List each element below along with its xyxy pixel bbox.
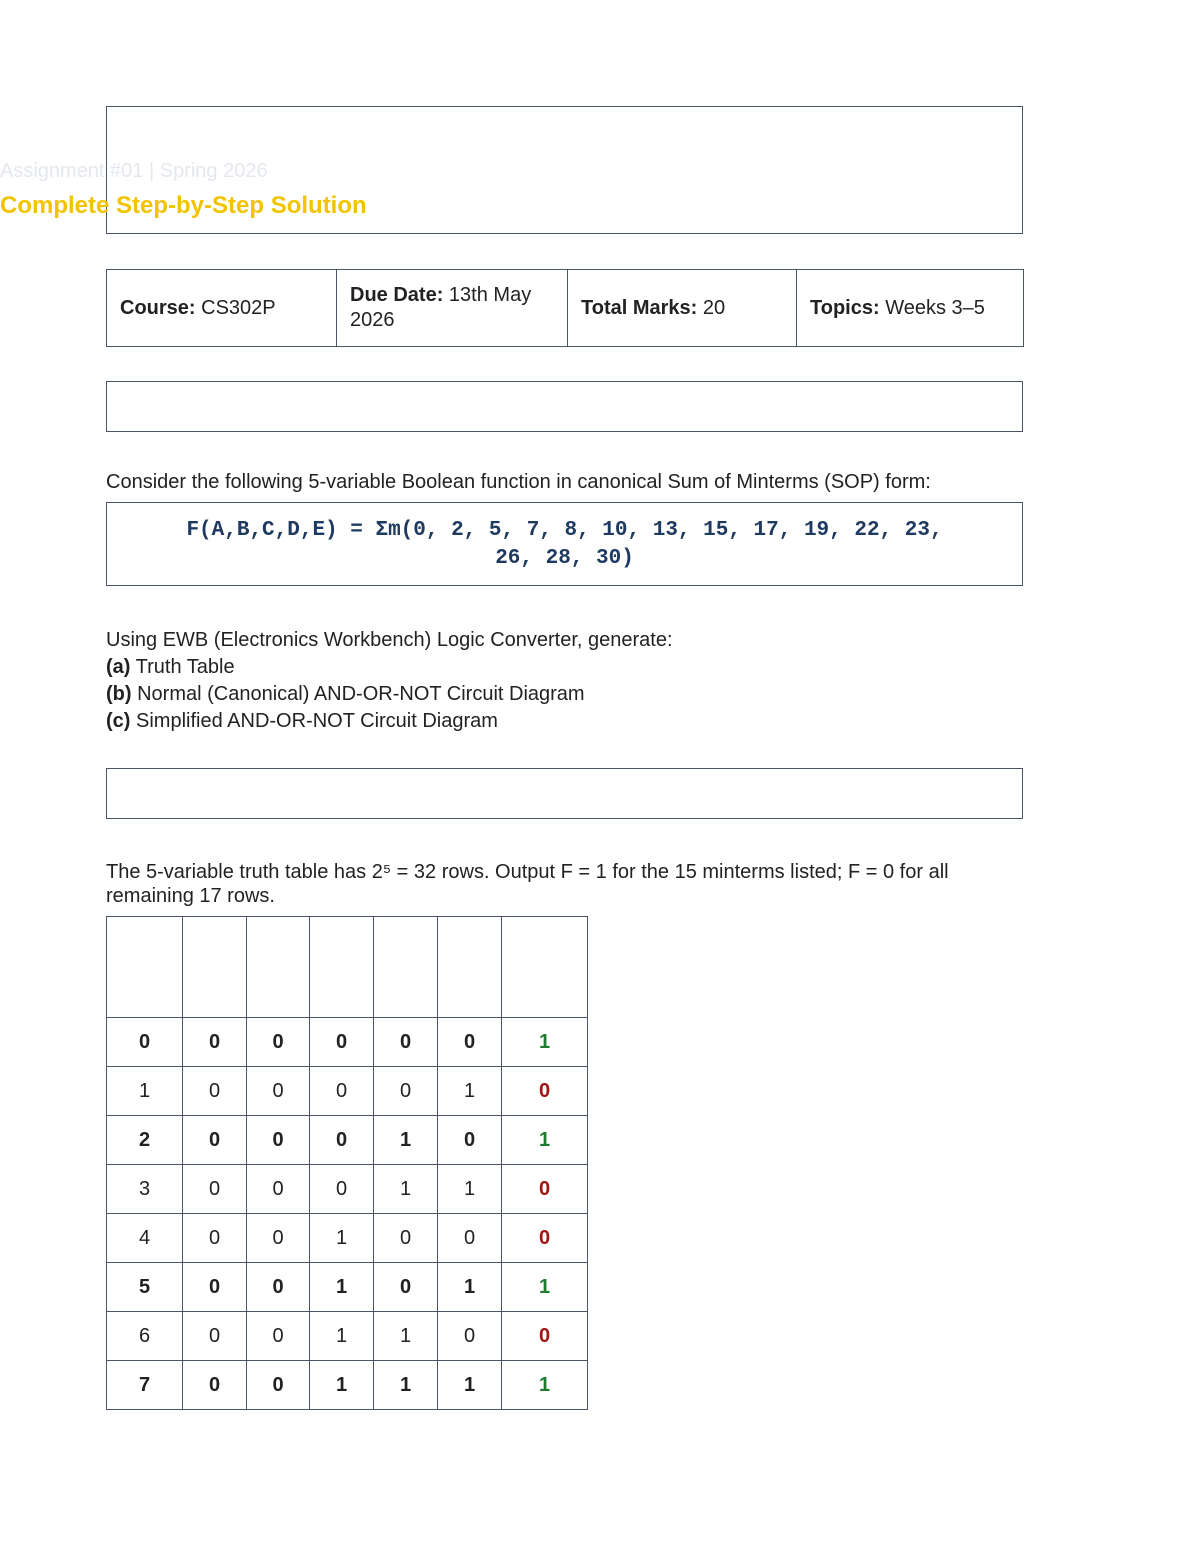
minterm-index-cell: 7: [107, 1361, 183, 1410]
truth-table-intro: The 5-variable truth table has 2⁵ = 32 rows. Output F = 1 for the 15 minterms listed; F = 0 for all remaining 17 rows.: [106, 861, 949, 907]
course-value: CS302P: [201, 296, 276, 319]
input-cell: 0: [183, 1312, 247, 1361]
header-cell: [438, 917, 502, 1018]
task-text: Truth Table: [130, 656, 235, 678]
topics-label: Topics:: [810, 296, 880, 319]
input-cell: 1: [374, 1361, 438, 1410]
assignment-subtitle: Assignment #01 | Spring 2026: [0, 160, 268, 182]
minterm-index-cell: 4: [107, 1214, 183, 1263]
header-cell: [247, 917, 310, 1018]
intro-text: Consider the following 5-variable Boolean function in canonical Sum of Minterms (SOP) form:: [106, 471, 931, 493]
input-cell: 0: [438, 1018, 502, 1067]
section-heading-box: [106, 381, 1023, 432]
input-cell: 0: [310, 1116, 374, 1165]
task-lead: Using EWB (Electronics Workbench) Logic Converter, generate:: [106, 629, 673, 651]
output-cell: 1: [502, 1361, 588, 1410]
output-cell: 0: [502, 1165, 588, 1214]
formula-box: [106, 502, 1023, 586]
solution-title: Complete Step-by-Step Solution: [0, 192, 367, 219]
minterm-index-cell: 1: [107, 1067, 183, 1116]
input-cell: 0: [247, 1214, 310, 1263]
total-marks-cell: [568, 270, 797, 347]
table-row: [107, 1018, 588, 1067]
input-cell: 1: [374, 1165, 438, 1214]
input-cell: 0: [247, 1361, 310, 1410]
output-cell: 0: [502, 1214, 588, 1263]
formula-line-1: F(A,B,C,D,E) = Σm(0, 2, 5, 7, 8, 10, 13, 15, 17, 19, 22, 23,: [186, 519, 943, 542]
input-cell: 0: [183, 1361, 247, 1410]
truth-table-header-row: [107, 917, 588, 1018]
table-row: [107, 1116, 588, 1165]
course-label: Course:: [120, 296, 196, 319]
input-cell: 1: [310, 1361, 374, 1410]
header-cell: [310, 917, 374, 1018]
task-item: [106, 708, 673, 735]
input-cell: 1: [374, 1116, 438, 1165]
table-row: [107, 1361, 588, 1410]
input-cell: 0: [310, 1018, 374, 1067]
minterm-index-cell: 6: [107, 1312, 183, 1361]
input-cell: 0: [183, 1165, 247, 1214]
input-cell: 0: [183, 1018, 247, 1067]
minterm-index-cell: 2: [107, 1116, 183, 1165]
table-row: [107, 1263, 588, 1312]
input-cell: 0: [374, 1214, 438, 1263]
input-cell: 0: [310, 1067, 374, 1116]
input-cell: 1: [438, 1263, 502, 1312]
table-row: [107, 1214, 588, 1263]
input-cell: 0: [247, 1116, 310, 1165]
input-cell: 1: [374, 1312, 438, 1361]
formula-line-2: 26, 28, 30): [495, 547, 634, 570]
input-cell: 0: [247, 1018, 310, 1067]
total-marks-label: Total Marks:: [581, 296, 698, 319]
input-cell: 0: [183, 1116, 247, 1165]
task-tag: (c): [106, 710, 131, 732]
topics-value: Weeks 3–5: [885, 296, 985, 319]
task-text: Normal (Canonical) AND-OR-NOT Circuit Diagram: [131, 683, 585, 705]
truth-table: [106, 916, 588, 1410]
header-cell: [502, 917, 588, 1018]
task-tag: (a): [106, 656, 131, 678]
output-cell: 0: [502, 1067, 588, 1116]
output-cell: 0: [502, 1312, 588, 1361]
due-date-cell: [337, 270, 568, 347]
input-cell: 0: [374, 1067, 438, 1116]
input-cell: 0: [183, 1214, 247, 1263]
table-row: [107, 1067, 588, 1116]
course-info-table: [106, 269, 1024, 347]
table-row: [107, 1165, 588, 1214]
input-cell: 1: [310, 1312, 374, 1361]
input-cell: 0: [183, 1263, 247, 1312]
header-cell: [107, 917, 183, 1018]
input-cell: 0: [247, 1263, 310, 1312]
due-date-label: Due Date:: [350, 284, 444, 306]
input-cell: 0: [438, 1312, 502, 1361]
output-cell: 1: [502, 1263, 588, 1312]
header-cell: [183, 917, 247, 1018]
due-date-value: 13th May 2026: [350, 284, 532, 331]
minterm-index-cell: 3: [107, 1165, 183, 1214]
input-cell: 1: [310, 1214, 374, 1263]
minterm-index-cell: 5: [107, 1263, 183, 1312]
section-heading-box: [106, 768, 1023, 819]
header-cell: [374, 917, 438, 1018]
task-text: Simplified AND-OR-NOT Circuit Diagram: [130, 710, 498, 732]
boolean-function: [107, 517, 1022, 573]
topics-cell: [797, 270, 1024, 347]
input-cell: 1: [438, 1165, 502, 1214]
task-list: [106, 627, 673, 735]
task-tag: (b): [106, 683, 132, 705]
input-cell: 0: [183, 1067, 247, 1116]
total-marks-value: 20: [702, 296, 726, 319]
input-cell: 0: [374, 1018, 438, 1067]
input-cell: 0: [247, 1165, 310, 1214]
task-item: [106, 681, 673, 708]
output-cell: 1: [502, 1116, 588, 1165]
input-cell: 0: [310, 1165, 374, 1214]
input-cell: 0: [438, 1116, 502, 1165]
input-cell: 0: [374, 1263, 438, 1312]
input-cell: 1: [310, 1263, 374, 1312]
input-cell: 1: [438, 1361, 502, 1410]
input-cell: 0: [438, 1214, 502, 1263]
task-item: [106, 654, 673, 681]
input-cell: 0: [247, 1067, 310, 1116]
table-row: [107, 1312, 588, 1361]
course-cell: [107, 270, 337, 347]
input-cell: 0: [247, 1312, 310, 1361]
minterm-index-cell: 0: [107, 1018, 183, 1067]
output-cell: 1: [502, 1018, 588, 1067]
input-cell: 1: [438, 1067, 502, 1116]
